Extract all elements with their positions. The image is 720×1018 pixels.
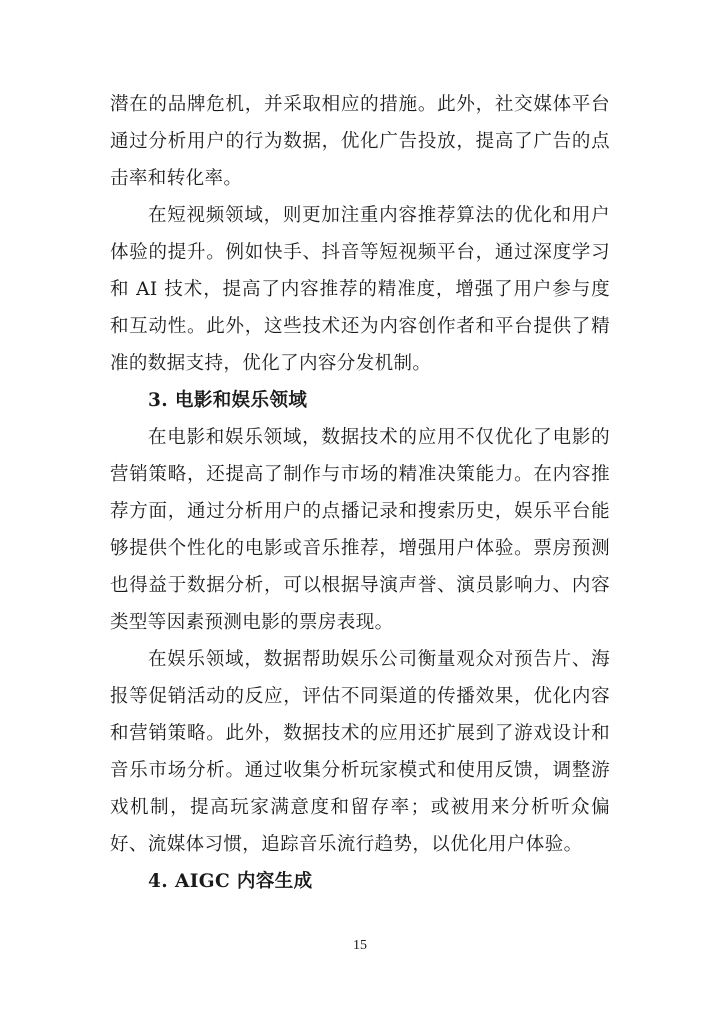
paragraph-brand-crisis: 潜在的品牌危机，并采取相应的措施。此外，社交媒体平台通过分析用户的行为数据，优化广告投放，提高了广告的点击率和转化率。 (110, 94, 610, 189)
document-body (110, 86, 610, 900)
section-heading-film-entertainment: 3. 电影和娱乐领域 (148, 390, 308, 411)
section-heading-aigc: 4. AIGC 内容生成 (148, 871, 313, 892)
paragraph-film-entertainment: 在电影和娱乐领域，数据技术的应用不仅优化了电影的营销策略，还提高了制作与市场的精准决策能力。在内容推荐方面，通过分析用户的点播记录和搜索历史，娱乐平台能够提供个性化的电影或音乐推荐，增强用户体验。票房预测也得益于数据分析，可以根据导演声誉、演员影响力、内容类型等因素预测电影的票房表现。 (110, 427, 610, 633)
page-number: 15 (353, 938, 367, 953)
paragraph-entertainment-data: 在娱乐领域，数据帮助娱乐公司衡量观众对预告片、海报等促销活动的反应，评估不同渠道的传播效果，优化内容和营销策略。此外，数据技术的应用还扩展到了游戏设计和音乐市场分析。通过收集分析玩家模式和使用反馈，调整游戏机制，提高玩家满意度和留存率；或被用来分析听众偏好、流媒体习惯，追踪音乐流行趋势，以优化用户体验。 (110, 649, 610, 855)
paragraph-short-video: 在短视频领域，则更加注重内容推荐算法的优化和用户体验的提升。例如快手、抖音等短视频平台，通过深度学习和 AI 技术，提高了内容推荐的精准度，增强了用户参与度和互动性。此外，这些技术还为内容创作者和平台提供了精准的数据支持，优化了内容分发机制。 (110, 205, 610, 374)
